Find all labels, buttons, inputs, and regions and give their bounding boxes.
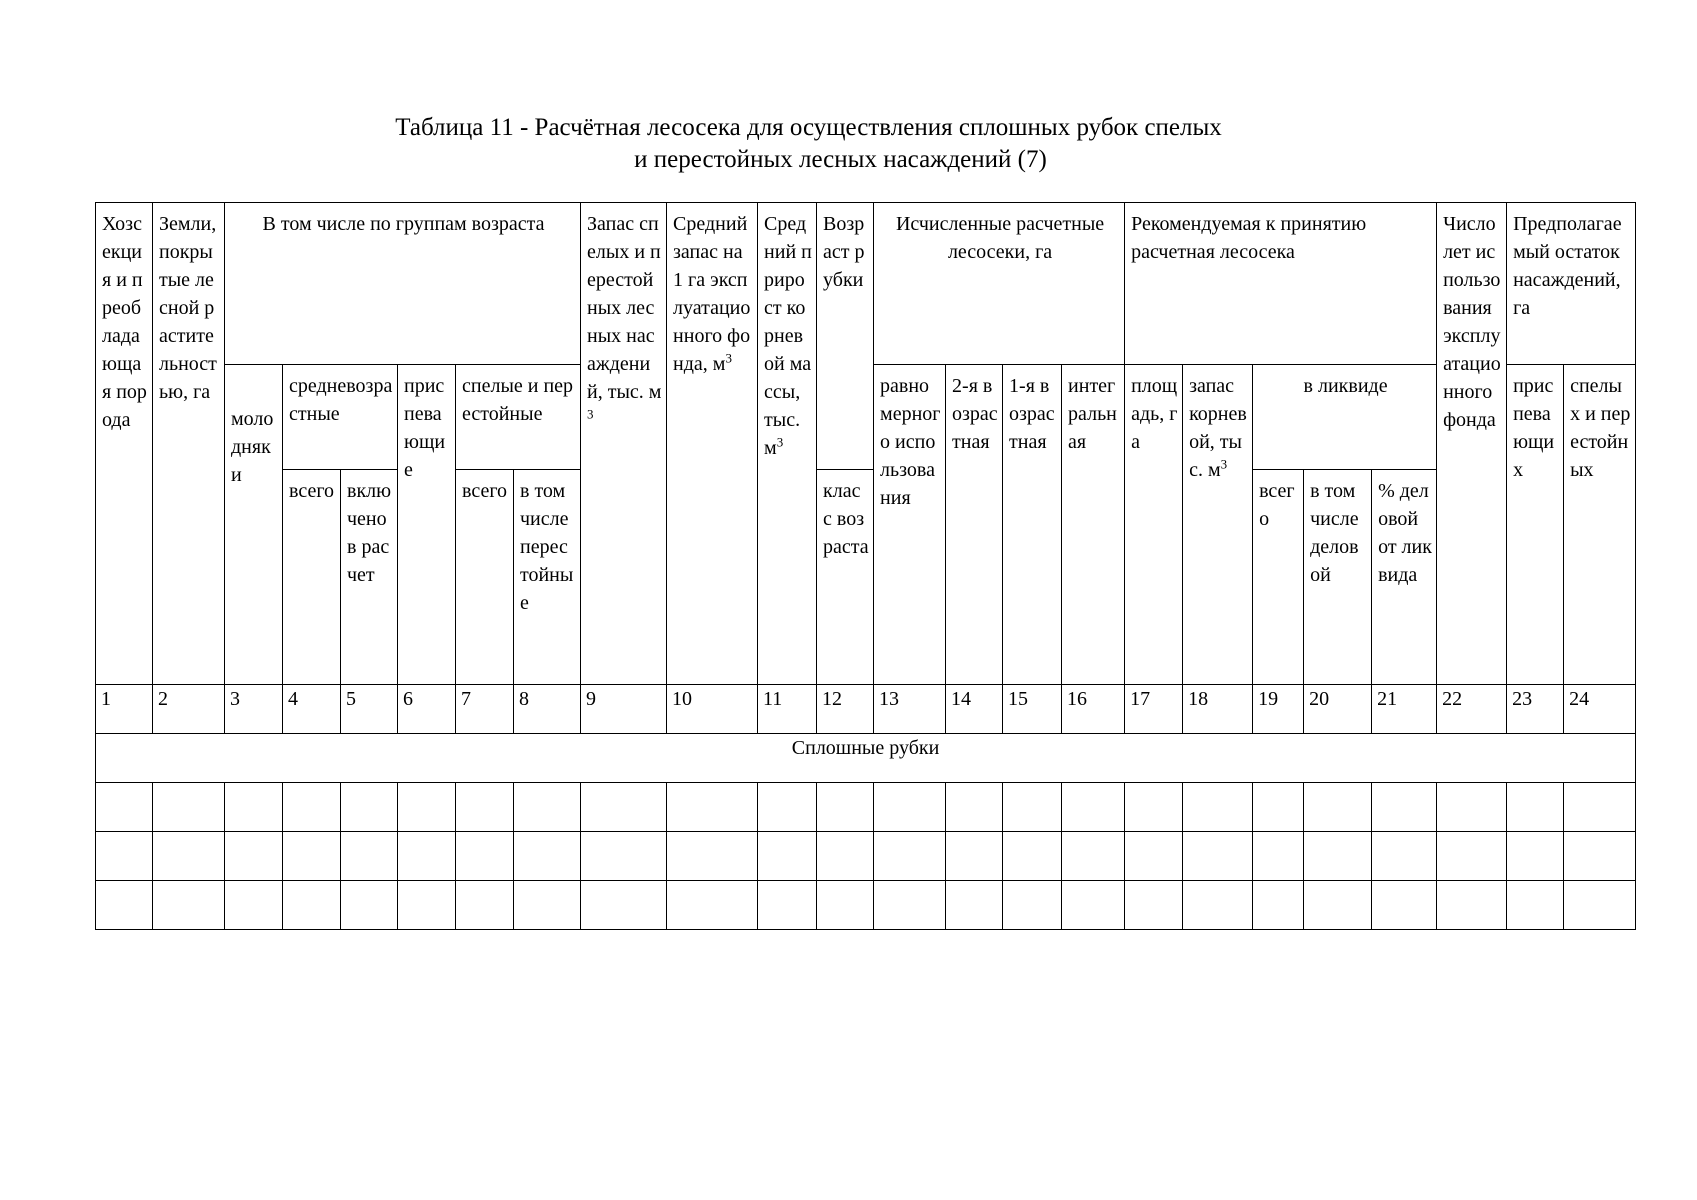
column-number: 2: [153, 685, 225, 734]
header-mature-overmature: в том числе перестойные: [514, 470, 581, 685]
column-number: 16: [1062, 685, 1125, 734]
table-row: [96, 881, 1636, 930]
cutting-area-table: [95, 202, 1636, 930]
header-second-age: 2-я возрастная: [946, 365, 1003, 685]
column-number: 1: [96, 685, 153, 734]
header-age-groups: В том числе по группам возраста: [225, 203, 581, 365]
column-number: 17: [1125, 685, 1183, 734]
column-number: 7: [456, 685, 514, 734]
header-integral: интегральная: [1062, 365, 1125, 685]
header-forest-land: Земли, покрытые лесной растительностью, га: [153, 203, 225, 685]
header-remain-premature: приспевающих: [1507, 365, 1564, 685]
section-title: Сплошные рубки: [96, 734, 1636, 783]
column-number: 21: [1372, 685, 1437, 734]
column-number: 20: [1304, 685, 1372, 734]
column-number: 6: [398, 685, 456, 734]
column-number: 10: [667, 685, 758, 734]
section-row: [96, 734, 1636, 783]
header-uniform-use: равномерного использования: [874, 365, 946, 685]
header-cutting-age: Возраст рубки: [817, 203, 874, 470]
header-liquid-business: в том числе деловой: [1304, 470, 1372, 685]
table-caption: [0, 112, 1697, 176]
table-row: [96, 783, 1636, 832]
header-area: площадь, га: [1125, 365, 1183, 685]
caption-line-2: и перестойных лесных насаждений (7): [634, 146, 1047, 173]
header-young: молодняки: [225, 365, 283, 685]
header-liquid-total: всего: [1253, 470, 1304, 685]
column-number: 14: [946, 685, 1003, 734]
column-number: 8: [514, 685, 581, 734]
header-remain-mature: спелых и перестойных: [1564, 365, 1636, 685]
column-number: 19: [1253, 685, 1304, 734]
column-number: 18: [1183, 685, 1253, 734]
header-recommended-area: Рекомендуемая к принятию расчетная лесосека: [1125, 203, 1437, 365]
caption-line-1: Таблица 11 - Расчётная лесосека для осуществления сплошных рубок спелых: [395, 114, 1222, 141]
header-farm-section: Хозсекция и преобладающая порода: [96, 203, 153, 685]
header-mature-total: всего: [456, 470, 514, 685]
header-years-of-use: Число лет использования эксплуатационного фонда: [1437, 203, 1507, 685]
header-mature-stock: Запас спелых и перестойных лесных насаждений, тыс. $м^3$: [581, 203, 667, 685]
header-remaining-stands: Предполагаемый остаток насаждений, га: [1507, 203, 1636, 365]
column-number: 5: [341, 685, 398, 734]
header-business-percent: % деловой от ликвида: [1372, 470, 1437, 685]
header-age-class: класс возраста: [817, 470, 874, 685]
column-number: 24: [1564, 685, 1636, 734]
header-middle-included: включено в расчет: [341, 470, 398, 685]
header-calculated-areas: Исчисленные расчетные лесосеки, га: [874, 203, 1125, 365]
header-middle-total: всего: [283, 470, 341, 685]
column-number: 15: [1003, 685, 1062, 734]
header-mature: спелые и перестойные: [456, 365, 581, 470]
column-number: 3: [225, 685, 283, 734]
column-number: 13: [874, 685, 946, 734]
header-avg-stock: Средний запас на 1 га эксплуатационного фонда, $м^3$: [667, 203, 758, 685]
column-number: 22: [1437, 685, 1507, 734]
column-number: 11: [758, 685, 817, 734]
header-root-stock: запас корневой, тыс. $м^3$: [1183, 365, 1253, 685]
column-number: 4: [283, 685, 341, 734]
column-number: 9: [581, 685, 667, 734]
header-avg-growth: Средний прирост корневой массы, тыс. $м^3$: [758, 203, 817, 685]
header-premature: приспевающие: [398, 365, 456, 685]
header-first-age: 1-я возрастная: [1003, 365, 1062, 685]
column-number: 23: [1507, 685, 1564, 734]
column-number-row: [96, 685, 1636, 734]
column-number: 12: [817, 685, 874, 734]
table-row: [96, 832, 1636, 881]
header-middle-aged: средневозрастные: [283, 365, 398, 470]
header-liquid: в ликвиде: [1253, 365, 1437, 470]
